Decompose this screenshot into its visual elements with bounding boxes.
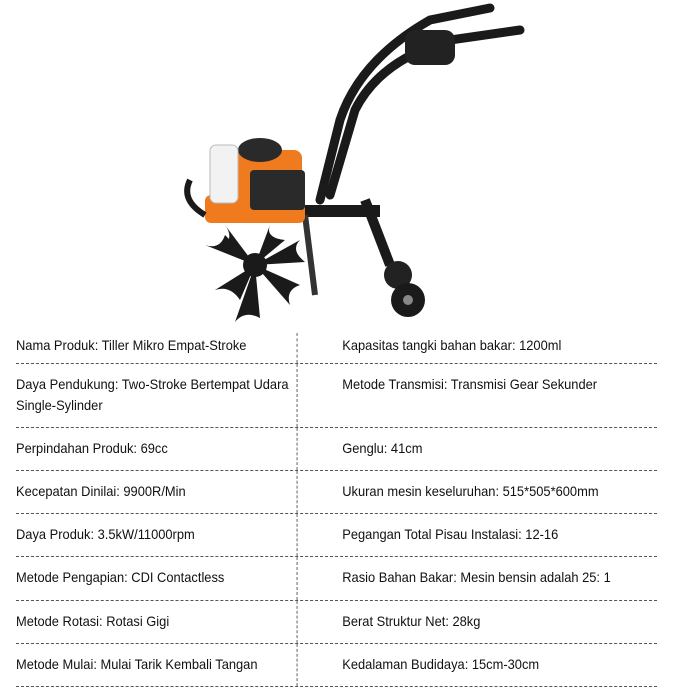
spec-left: Perpindahan Produk: 69cc — [16, 428, 298, 470]
spec-left: Daya Produk: 3.5kW/11000rpm — [16, 514, 298, 556]
spec-left: Nama Produk: Tiller Mikro Empat-Stroke — [16, 333, 298, 363]
spec-row — [16, 514, 657, 557]
spec-right: Genglu: 41cm — [342, 440, 423, 456]
spec-row — [16, 364, 657, 428]
tines — [205, 225, 305, 322]
frame — [300, 200, 425, 317]
spec-right: Berat Struktur Net: 28kg — [342, 613, 481, 629]
spec-left: Metode Pengapian: CDI Contactless — [16, 557, 298, 600]
spec-table — [16, 333, 657, 687]
spec-right: Metode Transmisi: Transmisi Gear Sekunder — [342, 376, 598, 392]
spec-row — [16, 601, 657, 644]
spec-left: Kecepatan Dinilai: 9900R/Min — [16, 471, 298, 513]
spec-right: Ukuran mesin keseluruhan: 515*505*600mm — [342, 483, 599, 499]
handlebar — [320, 8, 520, 200]
spec-row — [16, 557, 657, 601]
spec-left: Metode Rotasi: Rotasi Gigi — [16, 601, 298, 643]
spec-left: Daya Pendukung: Two-Stroke Bertempat Udara Single-Sylinder — [16, 364, 298, 427]
spec-row — [16, 428, 657, 471]
spec-right: Kapasitas tangki bahan bakar: 1200ml — [342, 337, 562, 353]
spec-row — [16, 471, 657, 514]
engine — [187, 138, 305, 223]
product-image-tiller — [170, 0, 550, 330]
spec-left: Metode Mulai: Mulai Tarik Kembali Tangan — [16, 644, 298, 686]
spec-row — [16, 644, 657, 687]
spec-row — [16, 333, 657, 364]
spec-right: Pegangan Total Pisau Instalasi: 12-16 — [342, 526, 559, 542]
spec-right: Rasio Bahan Bakar: Mesin bensin adalah 25: 1 — [342, 569, 611, 585]
spec-right: Kedalaman Budidaya: 15cm-30cm — [342, 656, 540, 672]
